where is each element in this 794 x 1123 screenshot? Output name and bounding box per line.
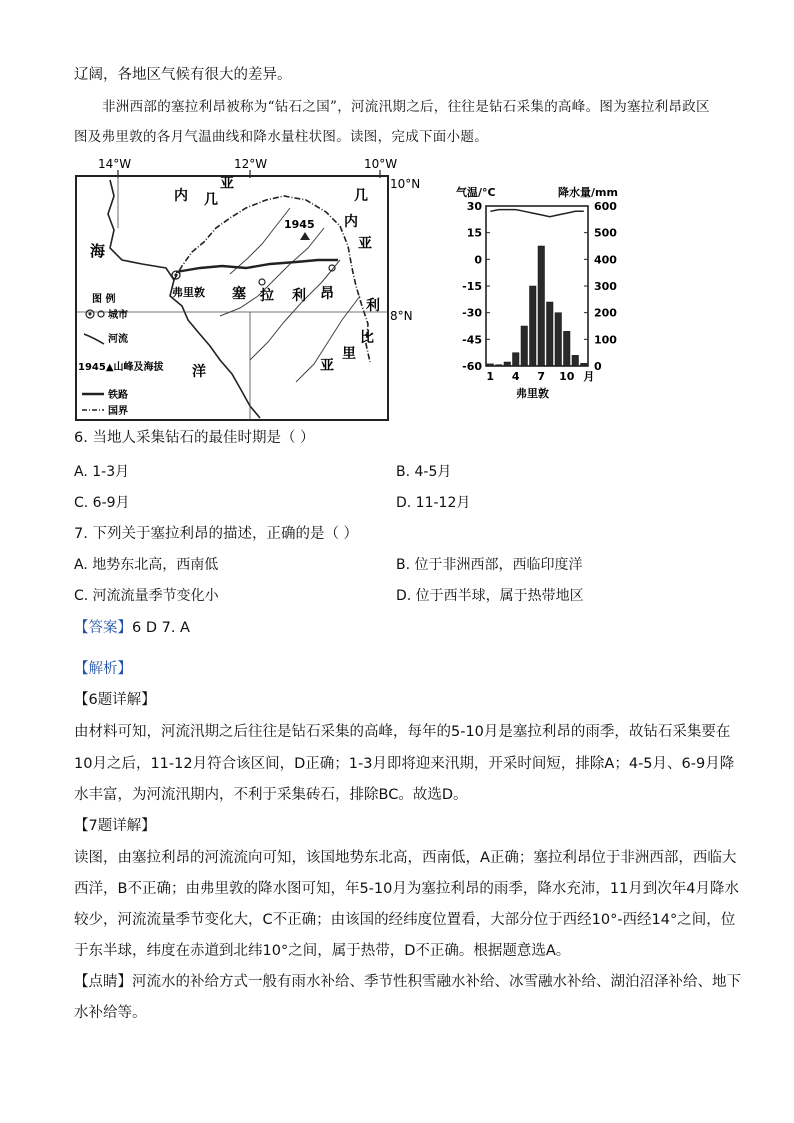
intro-line-0: 辽阔，各地区气候有很大的差异。 — [74, 67, 292, 83]
river-icon — [84, 334, 104, 344]
analysis-label: 【解析】 — [74, 661, 132, 677]
peak-triangle-icon — [300, 232, 310, 240]
detail-7-line-2: 西洋，B不正确；由弗里敦的降水图可知，年5-10月为塞拉利昂的雨季，降水充沛，11月到次年4月降水 — [74, 881, 740, 897]
map-char: 几 — [354, 188, 368, 204]
detail-6-line-2: 10月之后，11-12月符合该区间，D正确；1-3月即将迎来汛期，开采时间短，排除A；4-5月、6-9月降 — [74, 756, 735, 772]
precipitation-bars — [487, 246, 587, 366]
detail-6-title: 【6题详解】 — [74, 692, 156, 708]
precip-bar-month-5 — [521, 326, 528, 366]
map-char: 利 — [366, 298, 380, 314]
answer-text: 6 D 7. A — [132, 620, 190, 636]
left-tick-label: 0 — [474, 253, 482, 267]
tip-line-2: 水补给等。 — [74, 1005, 147, 1021]
precip-bar-month-6 — [530, 286, 537, 366]
map-char: 内 — [344, 214, 358, 230]
city-freetown: 弗里敦 — [172, 286, 205, 299]
left-tick-label: 15 — [466, 226, 482, 240]
chart-title-freetown: 弗里敦 — [516, 387, 549, 400]
q7-option-d: D. 位于西半球，属于热带地区 — [396, 588, 584, 604]
lat-label-8n: 8°N — [390, 309, 413, 323]
q7-stem: 7. 下列关于塞拉利昂的描述，正确的是（ ） — [74, 526, 359, 542]
temperature-line — [490, 210, 584, 217]
map-char: 亚 — [220, 176, 234, 192]
right-tick-label: 0 — [594, 360, 602, 373]
x-tick-label: 7 — [537, 370, 546, 383]
precip-bar-month-7 — [538, 246, 545, 366]
tip-label: 【点睛】 — [74, 974, 132, 990]
x-tick-label: 10 — [559, 370, 575, 383]
lon-label-14w: 14°W — [98, 157, 132, 171]
sierra-leone-map — [70, 156, 421, 424]
left-tick-label: -60 — [462, 360, 482, 373]
map-char: 昂 — [320, 286, 334, 302]
precip-bar-month-4 — [513, 353, 520, 366]
legend-city: 城市 — [108, 310, 128, 321]
intro-line-2: 图及弗里敦的各月气温曲线和降水量柱状图。读图，完成下面小题。 — [74, 129, 488, 145]
detail-7-line-3: 较少，河流流量季节变化大，C不正确；由该国的经纬度位置看，大部分位于西经10°-西经14°之间，位 — [74, 912, 736, 928]
legend-title: 图 例 — [92, 294, 116, 305]
peak-elevation: 1945 — [284, 218, 315, 231]
q7-option-c: C. 河流流量季节变化小 — [74, 588, 219, 604]
freetown-climate-chart — [454, 182, 654, 404]
right-tick-label: 500 — [594, 226, 617, 240]
x-tick-label: 月 — [583, 370, 595, 383]
precip-bar-month-3 — [504, 362, 511, 366]
lon-label-12w: 12°W — [234, 157, 268, 171]
lon-label-10w: 10°W — [364, 157, 398, 171]
detail-6-line-1: 由材料可知，河流汛期之后往往是钻石采集的高峰，每年的5-10月是塞拉利昂的雨季，故钻石采集要在 — [74, 724, 731, 740]
left-tick-label: -30 — [462, 306, 482, 320]
x-tick-label: 4 — [511, 370, 520, 383]
left-tick-label: -15 — [462, 280, 482, 293]
left-tick-label: -45 — [462, 333, 482, 347]
tip-text-1: 河流水的补给方式一般有雨水补给、季节性积雪融水补给、冰雪融水补给、湖泊沼泽补给、地下 — [132, 974, 741, 990]
x-tick-label: 1 — [486, 370, 495, 383]
map-char: 利 — [292, 288, 306, 304]
map-char: 海 — [90, 242, 106, 260]
q6-option-a: A. 1-3月 — [74, 464, 130, 480]
precip-bar-month-2 — [496, 365, 503, 366]
x-axis — [486, 370, 594, 383]
chart-plot-frame — [486, 206, 588, 366]
precip-axis-label: 降水量/mm — [558, 186, 618, 199]
map-char: 洋 — [192, 364, 206, 380]
detail-6-line-3: 水丰富，为河流汛期内，不利于采集砖石，排除BC。故选D。 — [74, 787, 468, 803]
answer-label: 【答案】 — [74, 620, 132, 636]
intro-line-1: 非洲西部的塞拉利昂被称为“钻石之国”，河流汛期之后，往往是钻石采集的高峰。图为塞拉利昂政区 — [102, 99, 710, 115]
precip-bar-month-8 — [547, 302, 554, 366]
lat-label-10n: 10°N — [390, 177, 421, 191]
right-tick-label: 200 — [594, 306, 617, 320]
tip-line-1 — [74, 972, 741, 992]
map-char: 拉 — [260, 288, 274, 304]
map-char: 几 — [204, 192, 218, 208]
right-tick-label: 100 — [594, 333, 617, 347]
right-tick-label: 300 — [594, 280, 617, 293]
legend-rail: 铁路 — [108, 390, 128, 401]
q6-option-c: C. 6-9月 — [74, 495, 130, 511]
q6-option-d: D. 11-12月 — [396, 495, 471, 511]
q6-option-b: B. 4-5月 — [396, 464, 452, 480]
precip-bar-month-10 — [564, 331, 571, 366]
map-char: 里 — [342, 346, 356, 362]
map-char: 亚 — [320, 358, 334, 374]
q7-option-a: A. 地势东北高，西南低 — [74, 557, 219, 573]
precip-bar-month-12 — [581, 363, 588, 366]
legend-border: 国界 — [108, 406, 128, 417]
detail-7-line-4: 于东半球，纬度在赤道到北纬10°之间，属于热带，D不正确。根据题意选A。 — [74, 943, 571, 959]
right-tick-label: 600 — [594, 200, 617, 213]
map-legend — [78, 292, 164, 417]
map-char: 比 — [360, 330, 374, 346]
map-char: 内 — [174, 188, 188, 204]
map-char: 亚 — [358, 236, 372, 252]
legend-river: 河流 — [108, 334, 128, 345]
right-tick-label: 400 — [594, 253, 617, 267]
detail-7-title: 【7题详解】 — [74, 818, 156, 834]
q7-option-b: B. 位于非洲西部，西临印度洋 — [396, 557, 583, 573]
q6-stem: 6. 当地人采集钻石的最佳时期是（ ） — [74, 430, 315, 446]
precip-bar-month-11 — [572, 355, 579, 366]
precip-bar-month-1 — [487, 364, 494, 366]
city-icon — [259, 279, 265, 285]
detail-7-line-1: 读图，由塞拉利昂的河流流向可知，该国地势东北高，西南低，A正确；塞拉利昂位于非洲西部，西临大 — [74, 850, 737, 866]
left-tick-label: 30 — [466, 200, 482, 213]
legend-peak: 1945▲山峰及海拔 — [78, 362, 164, 373]
right-axis — [584, 200, 617, 373]
precip-bar-month-9 — [555, 313, 562, 366]
map-char: 塞 — [232, 286, 246, 302]
temp-axis-label: 气温/°C — [456, 186, 496, 199]
railway — [176, 260, 338, 272]
answer-line — [74, 618, 190, 638]
